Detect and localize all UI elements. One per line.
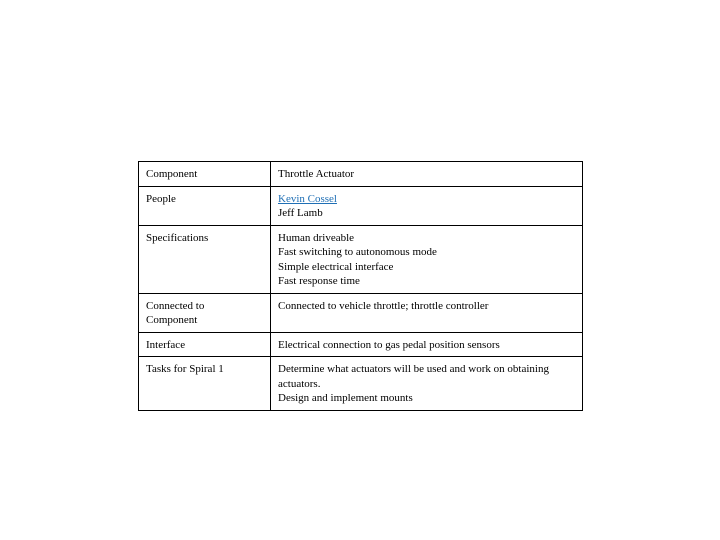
spec-line: Simple electrical interface bbox=[278, 260, 394, 273]
row-label: Component bbox=[146, 168, 198, 180]
task-line: Design and implement mounts bbox=[278, 392, 413, 404]
table-row-people bbox=[139, 186, 583, 225]
row-label-line: Connected to bbox=[146, 299, 205, 312]
value-cell-people bbox=[271, 186, 583, 225]
value-cell-connected-to-component bbox=[271, 293, 583, 332]
person-name: Jeff Lamb bbox=[278, 207, 323, 219]
interface-line: Electrical connection to gas pedal position sensors bbox=[278, 338, 500, 351]
table-row-connected-to-component bbox=[139, 293, 583, 332]
label-cell-specifications bbox=[139, 225, 271, 293]
table-row-component bbox=[139, 162, 583, 187]
task-line: Determine what actuators will be used and work on obtaining bbox=[278, 363, 549, 375]
spec-line: Fast switching to autonomous mode bbox=[278, 246, 437, 258]
connection-line: Connected to vehicle throttle; throttle controller bbox=[278, 299, 489, 312]
row-label-line: Component bbox=[146, 314, 198, 326]
label-cell-component bbox=[139, 162, 271, 187]
value-cell-component bbox=[271, 162, 583, 187]
table-row-specifications bbox=[139, 225, 583, 293]
label-cell-interface bbox=[139, 332, 271, 357]
label-cell-people bbox=[139, 186, 271, 225]
value-cell-interface bbox=[271, 332, 583, 357]
row-label: Tasks for Spiral 1 bbox=[146, 363, 224, 375]
table-row-tasks-for-spiral-1 bbox=[139, 357, 583, 411]
value-cell-tasks-for-spiral-1 bbox=[271, 357, 583, 411]
spec-line: Human driveable bbox=[278, 231, 355, 244]
spec-line: Fast response time bbox=[278, 275, 360, 287]
label-cell-tasks-for-spiral-1 bbox=[139, 357, 271, 411]
table-row-interface bbox=[139, 332, 583, 357]
value-cell-specifications bbox=[271, 225, 583, 293]
row-label: People bbox=[146, 192, 176, 205]
component-name: Throttle Actuator bbox=[278, 168, 355, 180]
person-link-kevin-cossel[interactable]: Kevin Cossel bbox=[278, 192, 337, 205]
row-label: Specifications bbox=[146, 231, 209, 244]
component-spec-table bbox=[138, 161, 583, 411]
task-line: actuators. bbox=[278, 377, 321, 390]
label-cell-connected-to-component bbox=[139, 293, 271, 332]
row-label: Interface bbox=[146, 338, 186, 351]
